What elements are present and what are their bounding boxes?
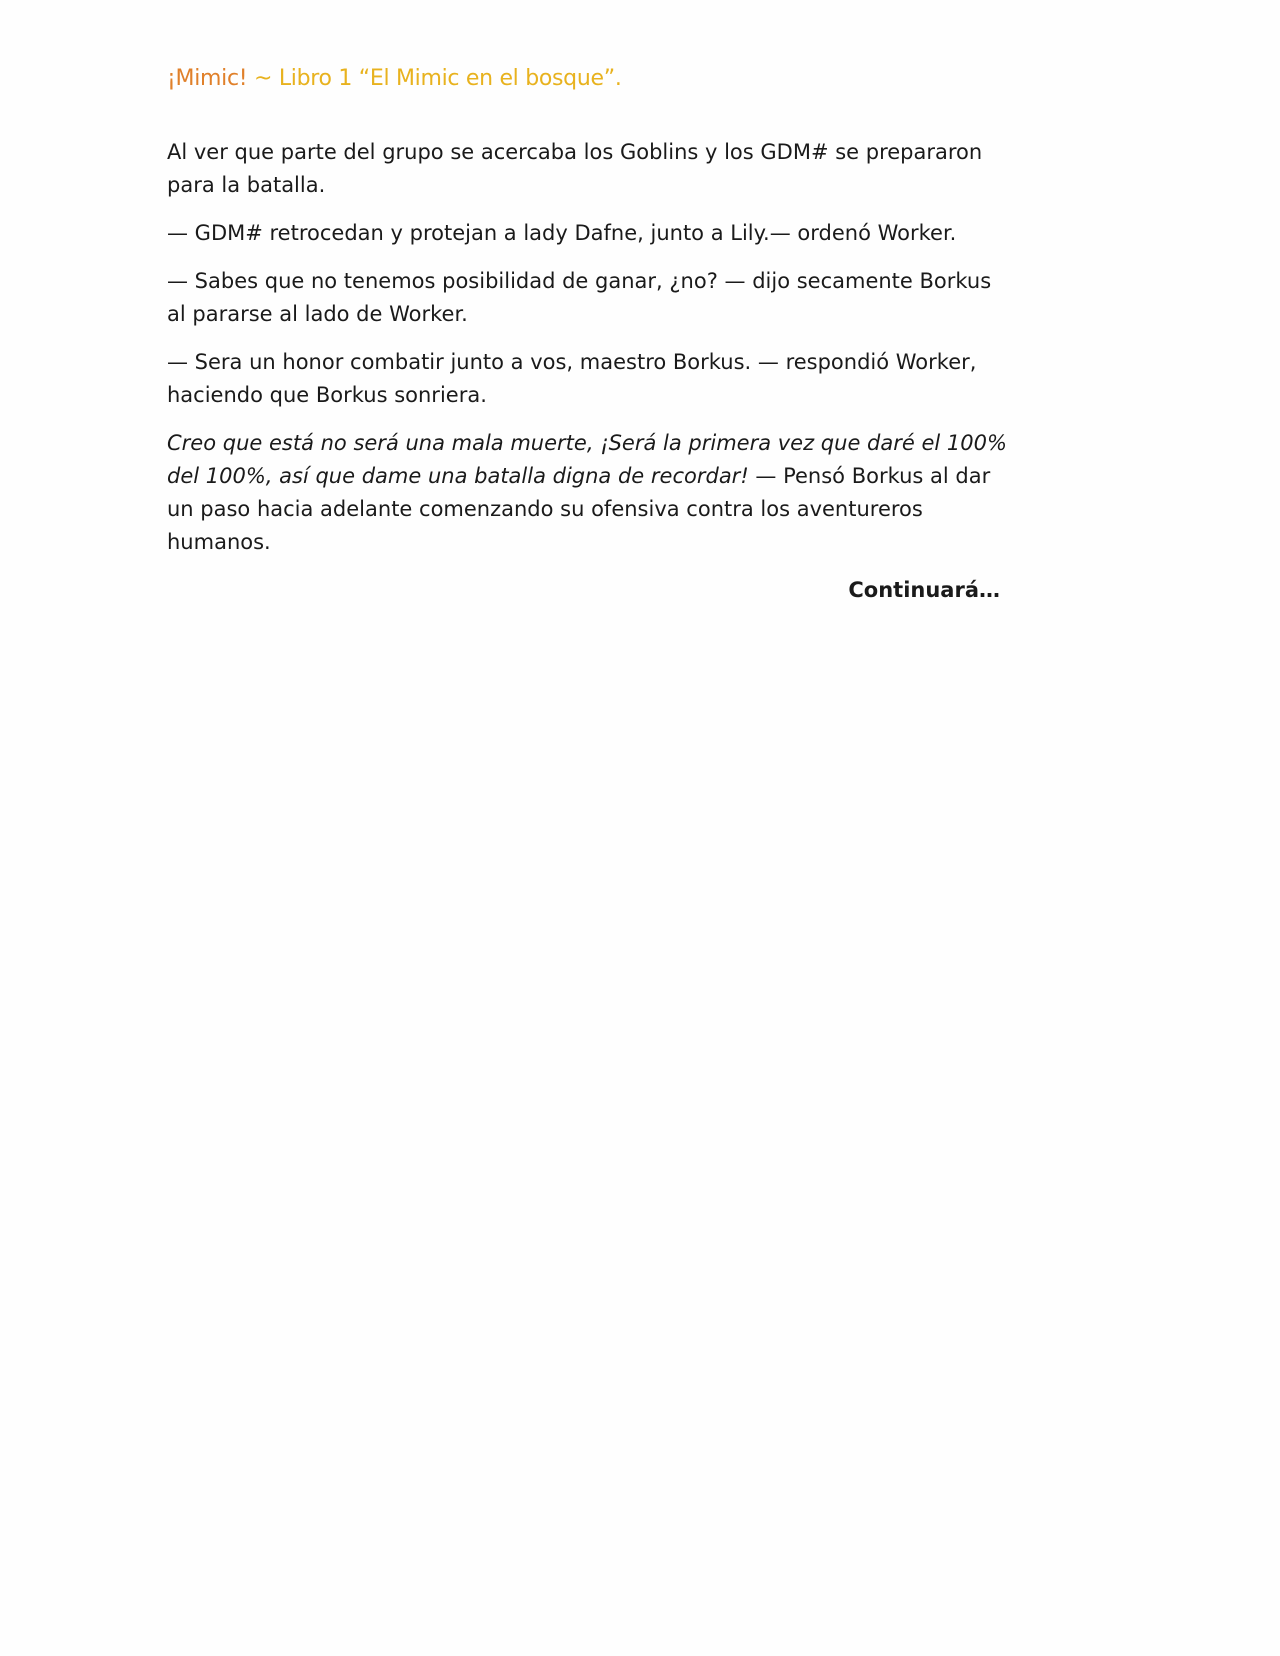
header-series-title: ¡Mimic! bbox=[167, 66, 248, 91]
document-body bbox=[167, 136, 1007, 622]
header-book-title: Libro 1 “El Mimic en el bosque”. bbox=[278, 66, 622, 91]
to-be-continued: Continuará… bbox=[848, 578, 1000, 602]
paragraph-2: — GDM# retrocedan y protejan a lady Dafne, junto a Lily.— ordenó Worker. bbox=[167, 221, 957, 245]
paragraph-1: Al ver que parte del grupo se acercaba los Goblins y los GDM# se prepararon para la batalla. bbox=[167, 140, 983, 197]
paragraph-5 bbox=[167, 427, 1007, 559]
paragraph-3: — Sabes que no tenemos posibilidad de ganar, ¿no? — dijo secamente Borkus al pararse al lado de Worker. bbox=[167, 269, 992, 326]
paragraph-5-narration: — Pensó Borkus al dar un paso hacia adelante comenzando su ofensiva contra los aventureros humanos. bbox=[167, 464, 991, 554]
paragraph-4: — Sera un honor combatir junto a vos, maestro Borkus. — respondió Worker, haciendo que Borkus sonriera. bbox=[167, 350, 977, 407]
paragraph-5-thought: Creo que está no será una mala muerte, ¡Será la primera vez que daré el 100% del 100%, así que dame una batalla digna de recordar! bbox=[167, 431, 1007, 488]
header-separator: ~ bbox=[247, 66, 279, 91]
page-header bbox=[167, 66, 622, 91]
